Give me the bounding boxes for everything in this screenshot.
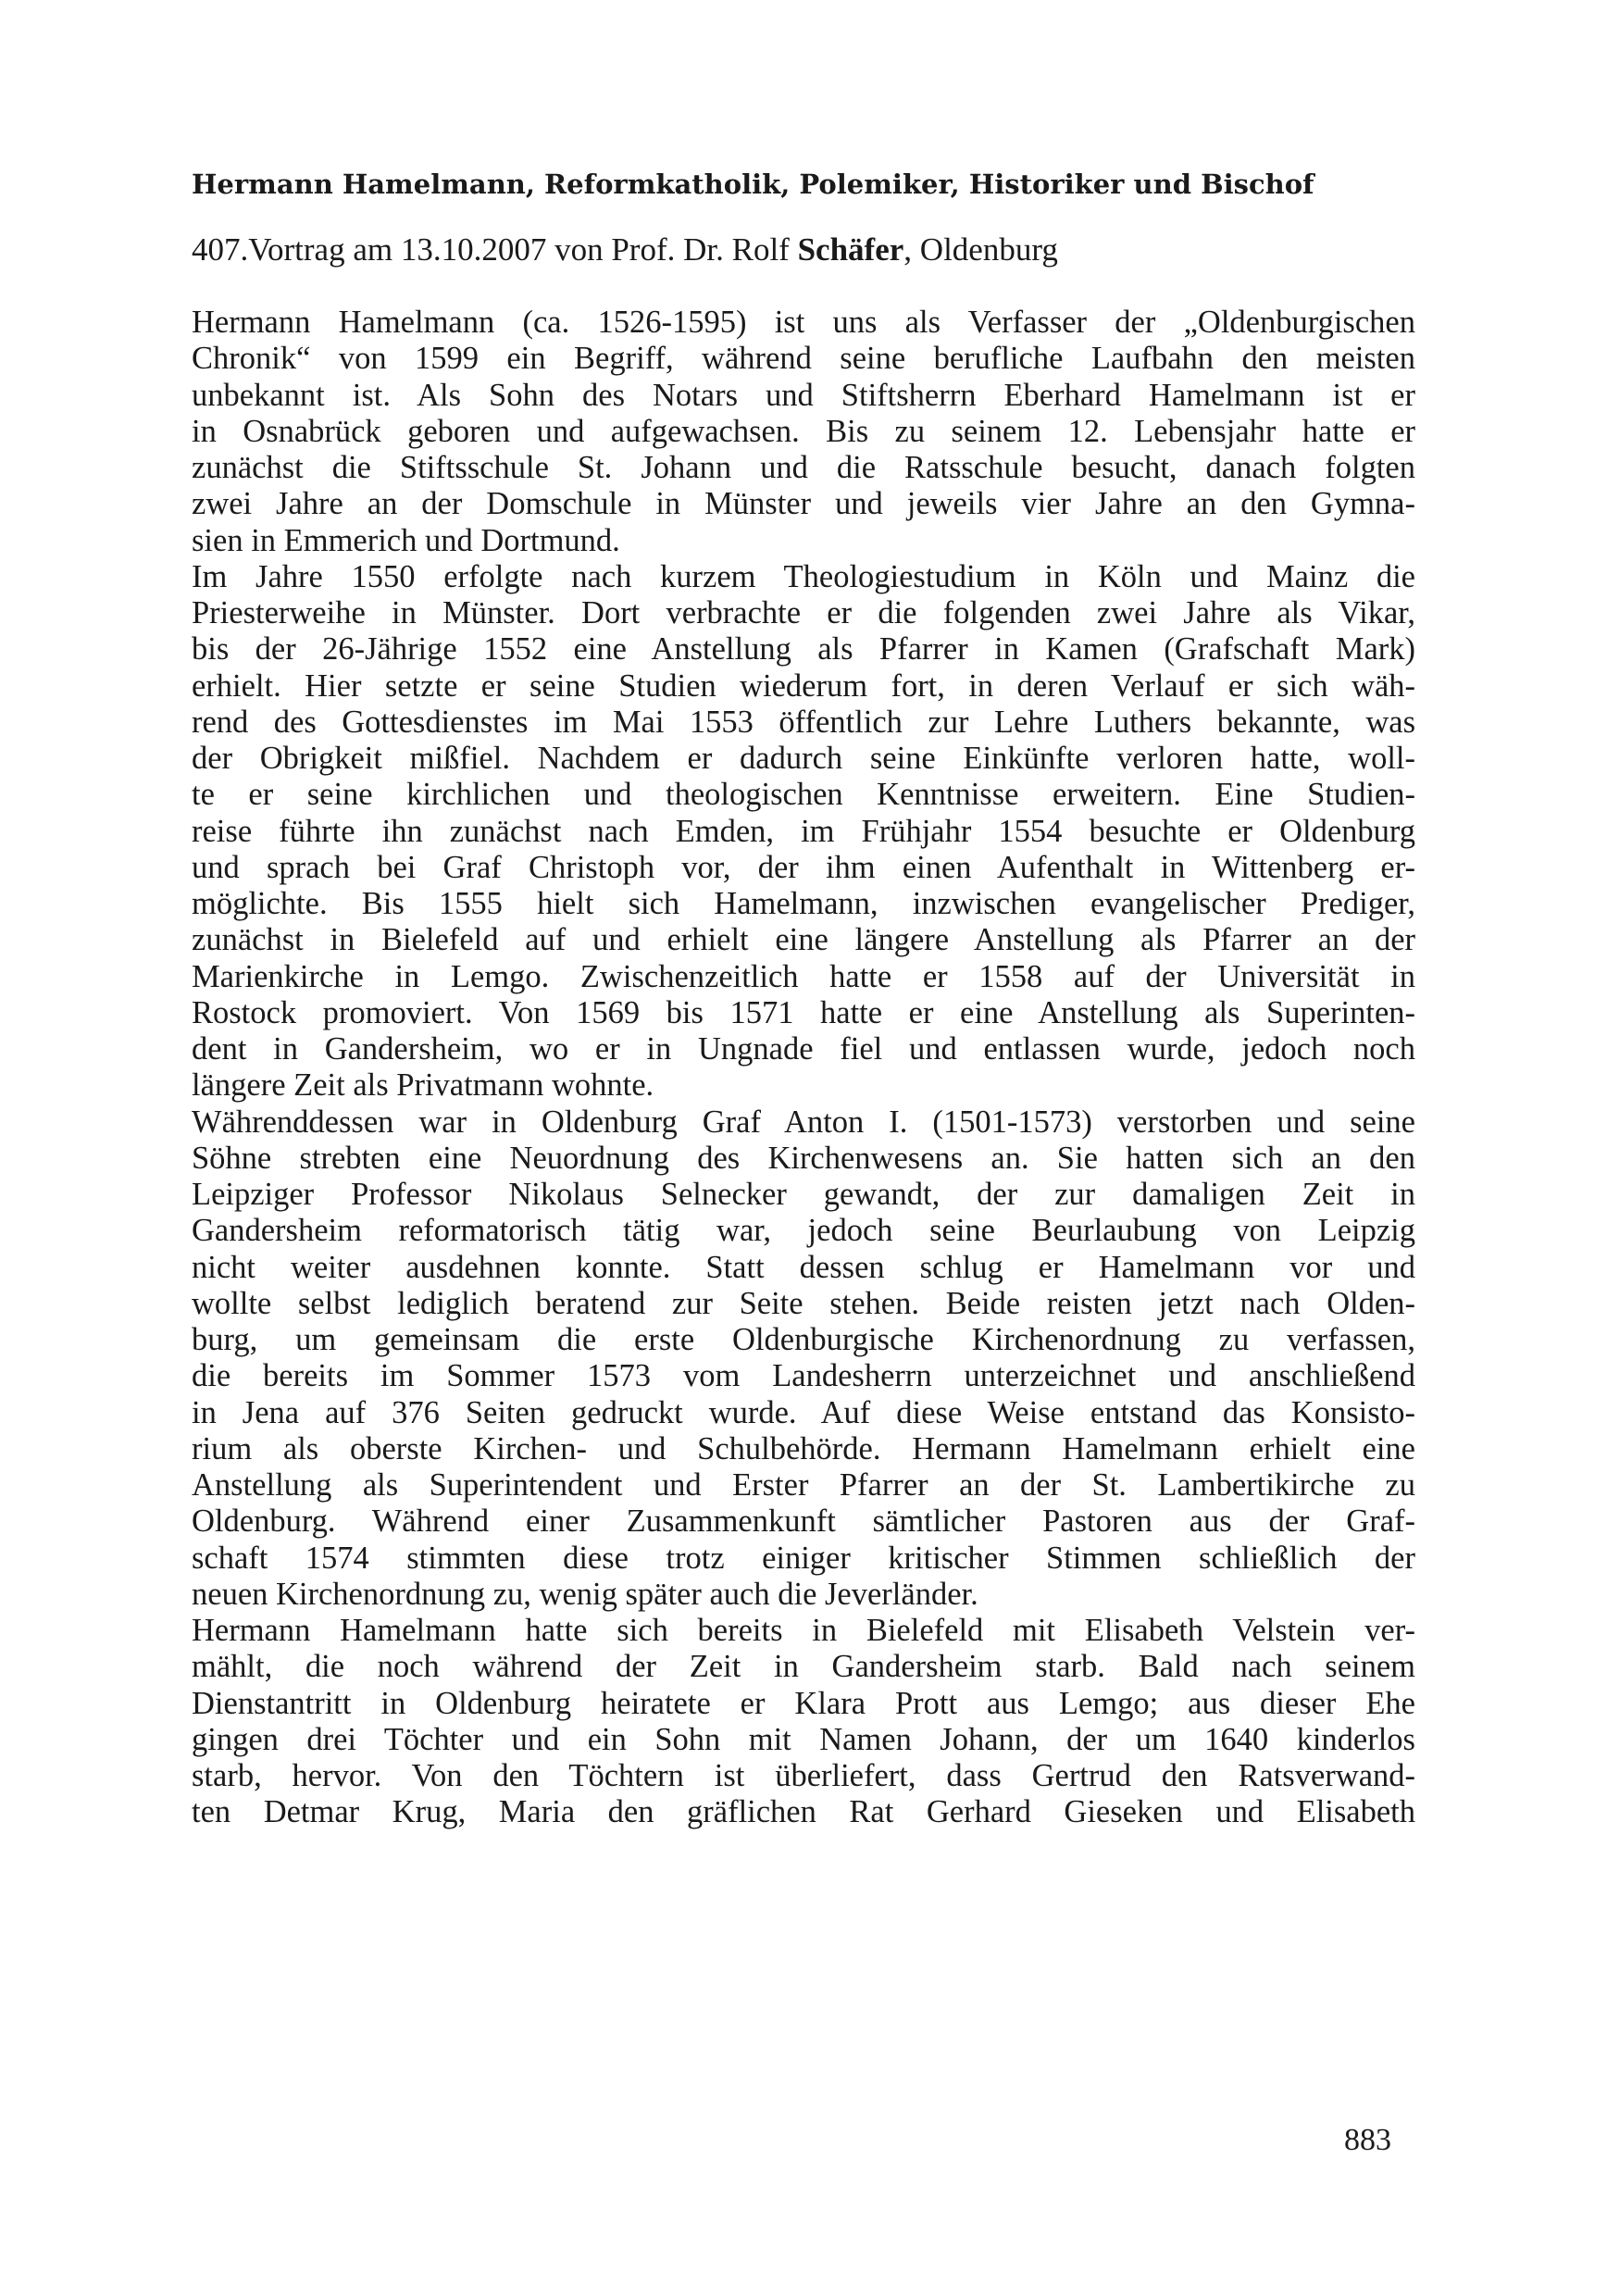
text-line: Währenddessen war in Oldenburg Graf Anton I. (1501-1573) verstorben und seine — [192, 1104, 1415, 1140]
text-line: Rostock promoviert. Von 1569 bis 1571 hatte er eine Anstellung als Superinten- — [192, 994, 1415, 1030]
page-number: 883 — [1344, 2123, 1391, 2157]
body-text — [192, 305, 1415, 1831]
text-line: Oldenburg. Während einer Zusammenkunft sämtlicher Pastoren aus der Graf- — [192, 1504, 1415, 1540]
text-line: mählt, die noch während der Zeit in Gandersheim starb. Bald nach seinem — [192, 1649, 1415, 1685]
text-line: Anstellung als Superintendent und Erster Pfarrer an der St. Lambertikirche zu — [192, 1467, 1415, 1503]
text-line: Dienstantritt in Oldenburg heiratete er Klara Prott aus Lemgo; aus dieser Ehe — [192, 1685, 1415, 1721]
text-line: erhielt. Hier setzte er seine Studien wiederum fort, in deren Verlauf er sich wäh- — [192, 668, 1415, 704]
text-line: burg, um gemeinsam die erste Oldenburgische Kirchenordnung zu verfassen, — [192, 1322, 1415, 1357]
text-line: Gandersheim reformatorisch tätig war, jedoch seine Beurlaubung von Leipzig — [192, 1213, 1415, 1249]
text-line: zwei Jahre an der Domschule in Münster und jeweils vier Jahre an den Gymna- — [192, 486, 1415, 522]
text-line: zunächst in Bielefeld auf und erhielt eine längere Anstellung als Pfarrer an der — [192, 922, 1415, 958]
text-line: Hermann Hamelmann hatte sich bereits in Bielefeld mit Elisabeth Velstein ver- — [192, 1613, 1415, 1648]
text-line: nicht weiter ausdehnen konnte. Statt dessen schlug er Hamelmann vor und — [192, 1249, 1415, 1285]
text-line: gingen drei Töchter und ein Sohn mit Namen Johann, der um 1640 kinderlos — [192, 1721, 1415, 1757]
text-line: Marienkirche in Lemgo. Zwischenzeitlich hatte er 1558 auf der Universität in — [192, 958, 1415, 994]
text-line: Chronik“ von 1599 ein Begriff, während seine berufliche Laufbahn den meisten — [192, 341, 1415, 377]
text-line: te er seine kirchlichen und theologischen Kenntnisse erweitern. Eine Studien- — [192, 777, 1415, 813]
text-line: Söhne strebten eine Neuordnung des Kirchenwesens an. Sie hatten sich an den — [192, 1140, 1415, 1176]
text-line: sien in Emmerich und Dortmund. — [192, 522, 620, 558]
article-title: Hermann Hamelmann, Reformkatholik, Polemiker, Historiker und Bischof — [192, 168, 1314, 201]
text-line: in Osnabrück geboren und aufgewachsen. Bis zu seinem 12. Lebensjahr hatte er — [192, 413, 1415, 449]
text-line: rend des Gottesdienstes im Mai 1553 öffentlich zur Lehre Luthers bekannte, was — [192, 704, 1415, 740]
text-line: wollte selbst lediglich beratend zur Seite stehen. Beide reisten jetzt nach Olden- — [192, 1285, 1415, 1321]
text-line: ten Detmar Krug, Maria den gräflichen Rat Gerhard Gieseken und Elisabeth — [192, 1794, 1415, 1830]
text-line: dent in Gandersheim, wo er in Ungnade fiel und entlassen wurde, jedoch noch — [192, 1031, 1415, 1067]
text-line: bis der 26-Jährige 1552 eine Anstellung als Pfarrer in Kamen (Grafschaft Mark) — [192, 631, 1415, 668]
text-line: reise führte ihn zunächst nach Emden, im Frühjahr 1554 besuchte er Oldenburg — [192, 813, 1415, 849]
lecture-info-suffix: , Oldenburg — [903, 231, 1058, 268]
text-line: Priesterweihe in Münster. Dort verbrachte er die folgenden zwei Jahre als Vikar, — [192, 595, 1415, 630]
text-line: in Jena auf 376 Seiten gedruckt wurde. Auf diese Weise entstand das Konsisto- — [192, 1394, 1415, 1430]
text-line: Im Jahre 1550 erfolgte nach kurzem Theologiestudium in Köln und Mainz die — [192, 558, 1415, 594]
lecture-author-surname: Schäfer — [797, 231, 904, 268]
lecture-info — [192, 230, 1058, 270]
text-line: neuen Kirchenordnung zu, wenig später auch die Jeverländer. — [192, 1576, 978, 1612]
text-line: starb, hervor. Von den Töchtern ist überliefert, dass Gertrud den Ratsverwand- — [192, 1758, 1415, 1793]
text-line: schaft 1574 stimmten diese trotz einiger kritischer Stimmen schließlich der — [192, 1540, 1415, 1576]
text-line: Hermann Hamelmann (ca. 1526-1595) ist uns als Verfasser der „Oldenburgischen — [192, 305, 1415, 340]
text-line: möglichte. Bis 1555 hielt sich Hamelmann, inzwischen evangelischer Prediger, — [192, 886, 1415, 921]
lecture-info-prefix: 407.Vortrag am 13.10.2007 von Prof. Dr. Rolf — [192, 231, 798, 268]
text-line: Leipziger Professor Nikolaus Selnecker gewandt, der zur damaligen Zeit in — [192, 1177, 1415, 1212]
text-line: unbekannt ist. Als Sohn des Notars und Stiftsherrn Eberhard Hamelmann ist er — [192, 377, 1415, 413]
text-line: und sprach bei Graf Christoph vor, der ihm einen Aufenthalt in Wittenberg er- — [192, 849, 1415, 885]
text-line: längere Zeit als Privatmann wohnte. — [192, 1067, 654, 1104]
text-line: der Obrigkeit mißfiel. Nachdem er dadurch seine Einkünfte verloren hatte, woll- — [192, 741, 1415, 776]
text-line: zunächst die Stiftsschule St. Johann und die Ratsschule besucht, danach folgten — [192, 450, 1415, 485]
text-line: die bereits im Sommer 1573 vom Landesherrn unterzeichnet und anschließend — [192, 1358, 1415, 1394]
text-line: rium als oberste Kirchen- und Schulbehörde. Hermann Hamelmann erhielt eine — [192, 1430, 1415, 1466]
